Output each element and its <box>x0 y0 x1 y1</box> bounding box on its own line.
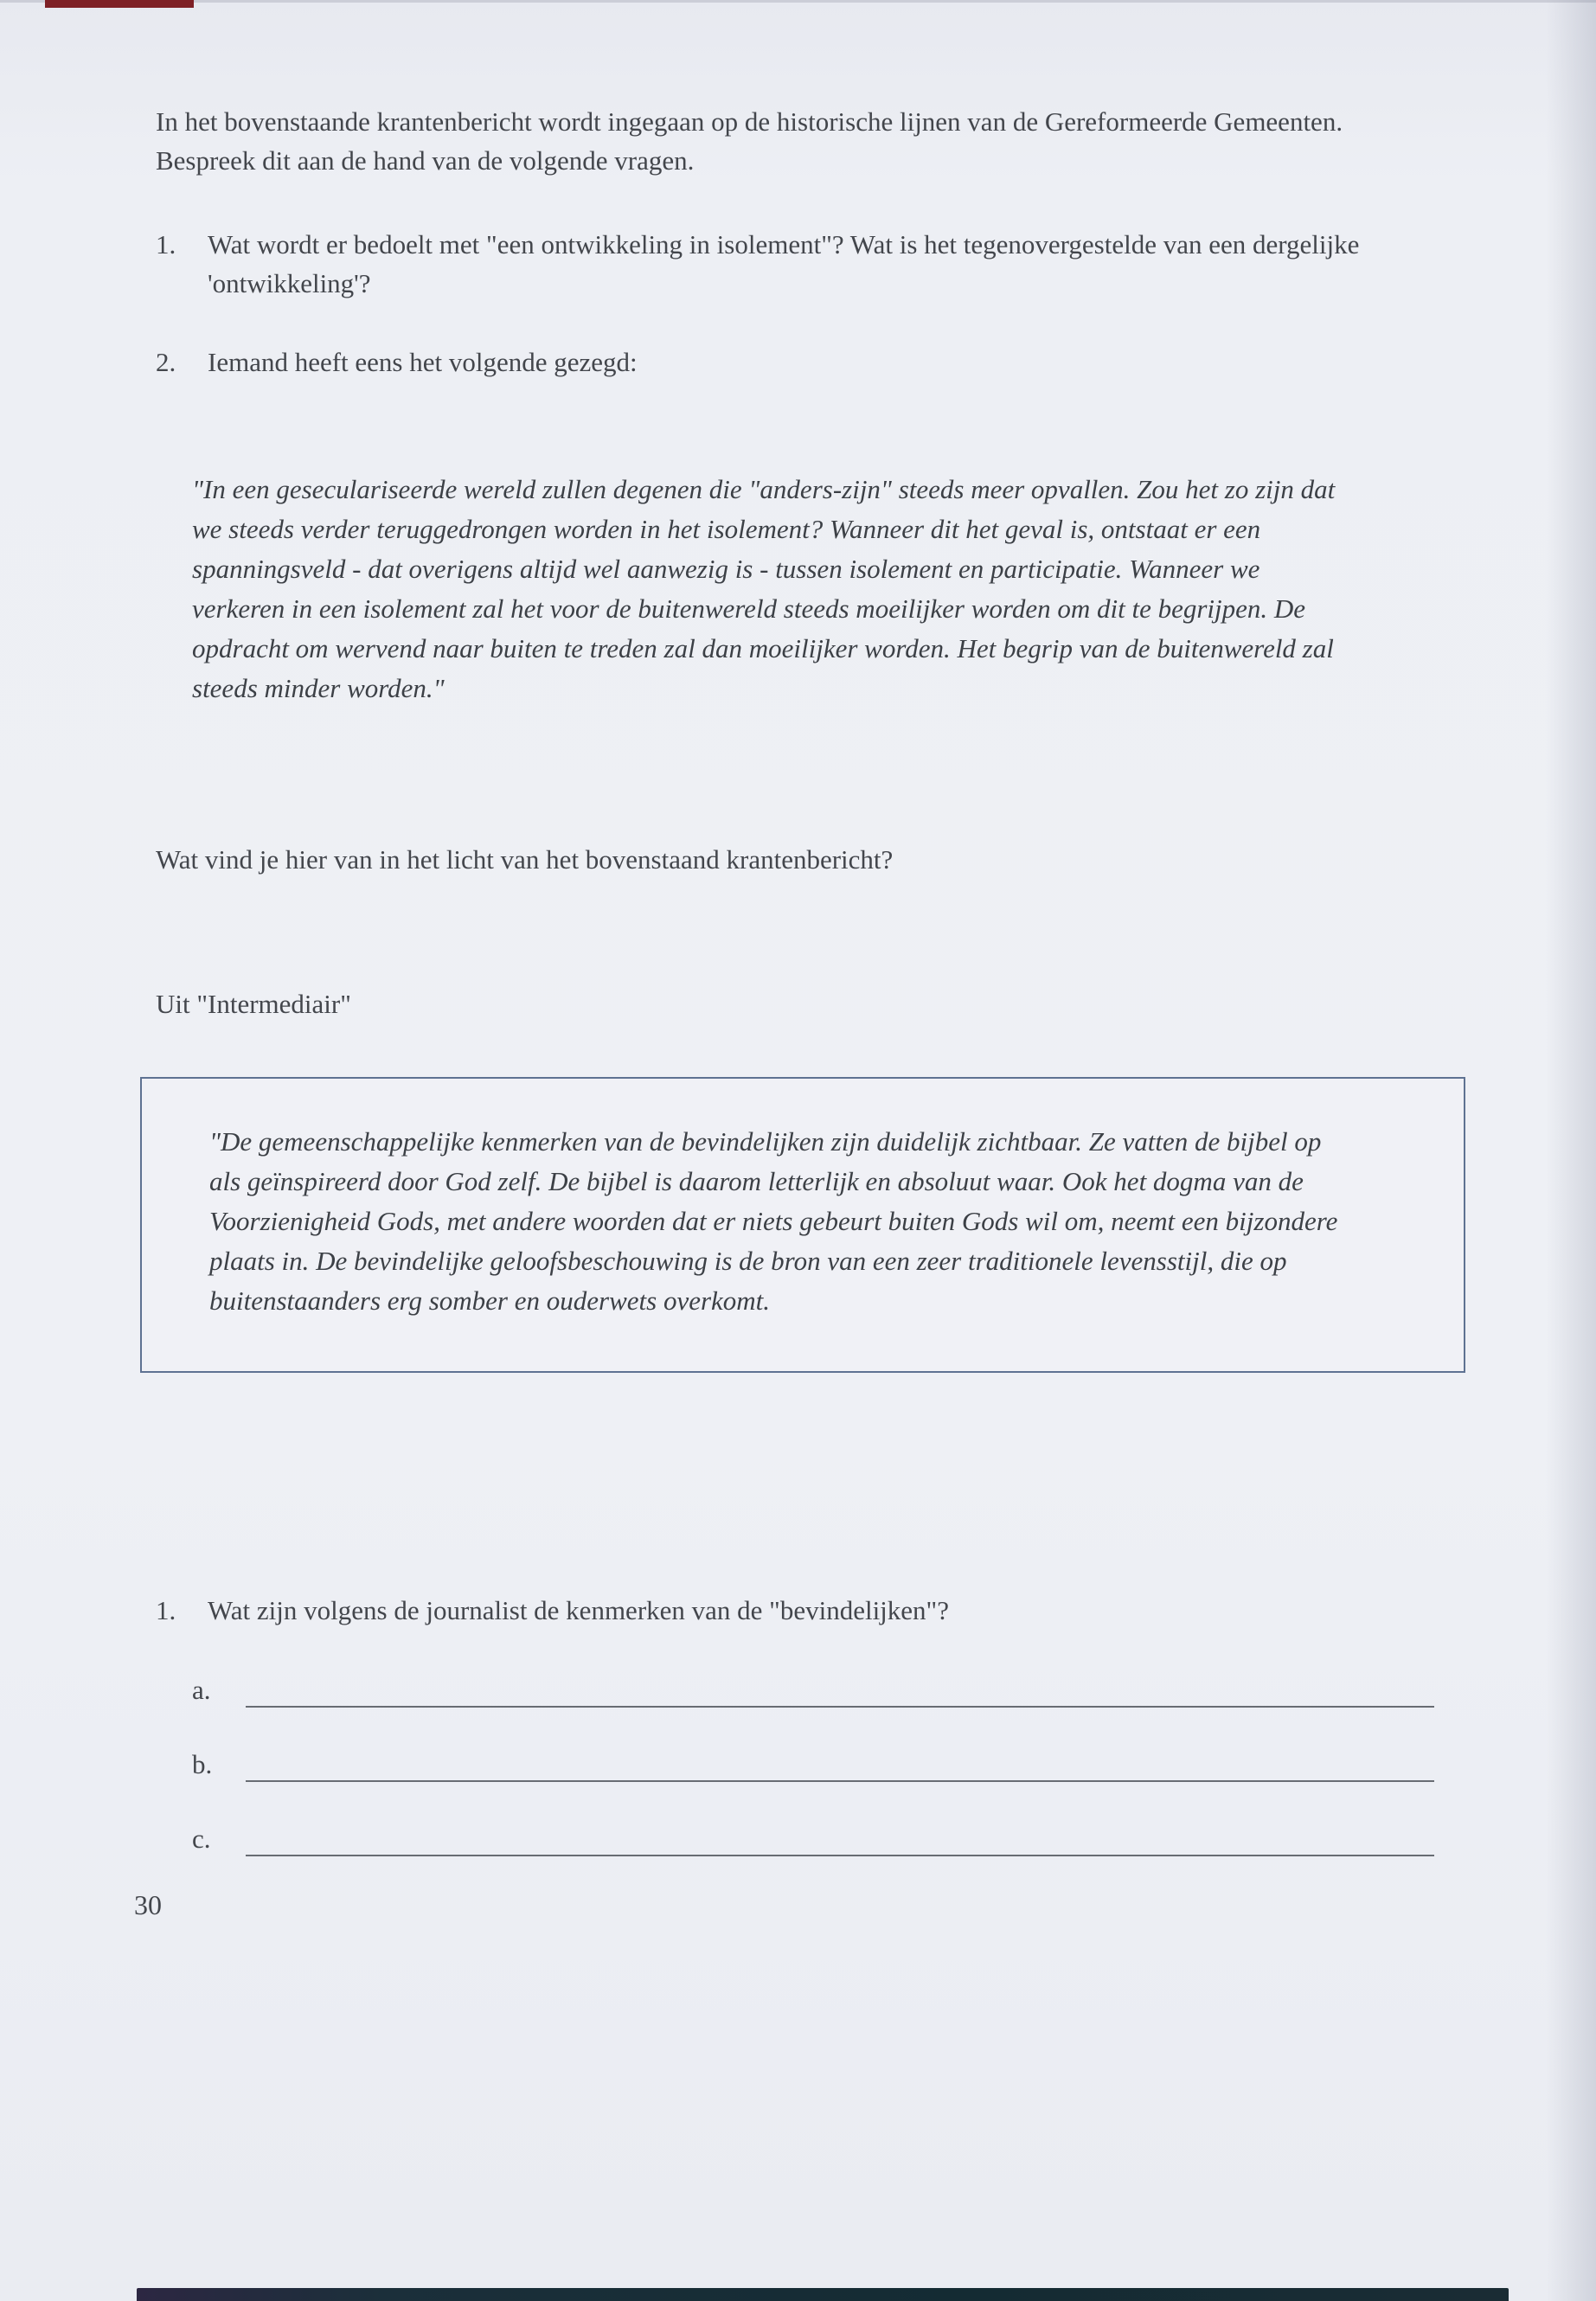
question-item-1 <box>156 225 1436 303</box>
question-number: 1. <box>156 229 176 260</box>
intro-paragraph: In het bovenstaande krantenbericht wordt ingegaan op de historische lijnen van de Gereformeerde Gemeenten. Bespreek dit aan de hand van de volgende vragen. <box>156 106 1343 176</box>
page-number: 30 <box>134 1889 162 1920</box>
intermediair-quote-box <box>140 1077 1465 1373</box>
answer-label: b. <box>192 1749 213 1779</box>
isolement-quote: "In een geseculariseerde wereld zullen degenen die "anders-zijn" steeds meer opvallen. Zou het zo zijn dat we steeds verder teruggedrongen worden in het isolement? Wanneer dit het geval is, ontstaat er een spanningsveld - dat overigens altijd wel aanwezig is - tussen isolement en participatie. Wanneer we verkeren in een isolement zal het voor de buitenwereld steeds moeilijker worden om dit te begrijpen. De opdracht om wervend naar buiten te treden zal dan moeilijker worden. Het begrip van de buitenwereld zal steeds minder worden." <box>192 474 1336 703</box>
answer-label: a. <box>192 1675 211 1705</box>
answer-row-b <box>192 1737 1434 1782</box>
question-text: Wat zijn volgens de journalist de kenmerken van de "bevindelijken"? <box>208 1595 949 1625</box>
answer-blank-line <box>246 1751 1434 1782</box>
answer-label: c. <box>192 1823 211 1854</box>
question-text: Iemand heeft eens het volgende gezegd: <box>208 347 638 377</box>
question-number: 1. <box>156 1595 176 1625</box>
answer-blank-line <box>246 1825 1434 1856</box>
question-item-2 <box>156 343 1436 381</box>
answer-row-c <box>192 1811 1434 1856</box>
question-number: 2. <box>156 347 176 377</box>
scan-bottom-bar <box>137 2288 1509 2301</box>
source-label: Uit "Intermediair" <box>156 989 351 1019</box>
answer-lines <box>192 1663 1434 1856</box>
question-text: Wat wordt er bedoelt met "een ontwikkeling in isolement"? Wat is het tegenovergestelde van een dergelijke 'ontwikkeling'? <box>208 229 1360 298</box>
intermediair-quote: "De gemeenschappelijke kenmerken van de bevindelijken zijn duidelijk zichtbaar. Ze vatten de bijbel op als geïnspireerd door God zelf. De bijbel is daarom letterlijk en absoluut waar. Ook het dogma van de Voorzienigheid Gods, met andere woorden dat er niets gebeurt buiten Gods wil om, neemt een bijzondere plaats in. De bevindelijke geloofsbeschouwing is de bron van een zeer traditionele levensstijl, die op buitenstaanders erg somber en ouderwets overkomt. <box>209 1126 1338 1316</box>
bottom-question <box>156 1591 1436 1630</box>
answer-row-a <box>192 1663 1434 1708</box>
reflect-question: Wat vind je hier van in het licht van het bovenstaand krantenbericht? <box>156 844 894 875</box>
answer-blank-line <box>246 1676 1434 1708</box>
